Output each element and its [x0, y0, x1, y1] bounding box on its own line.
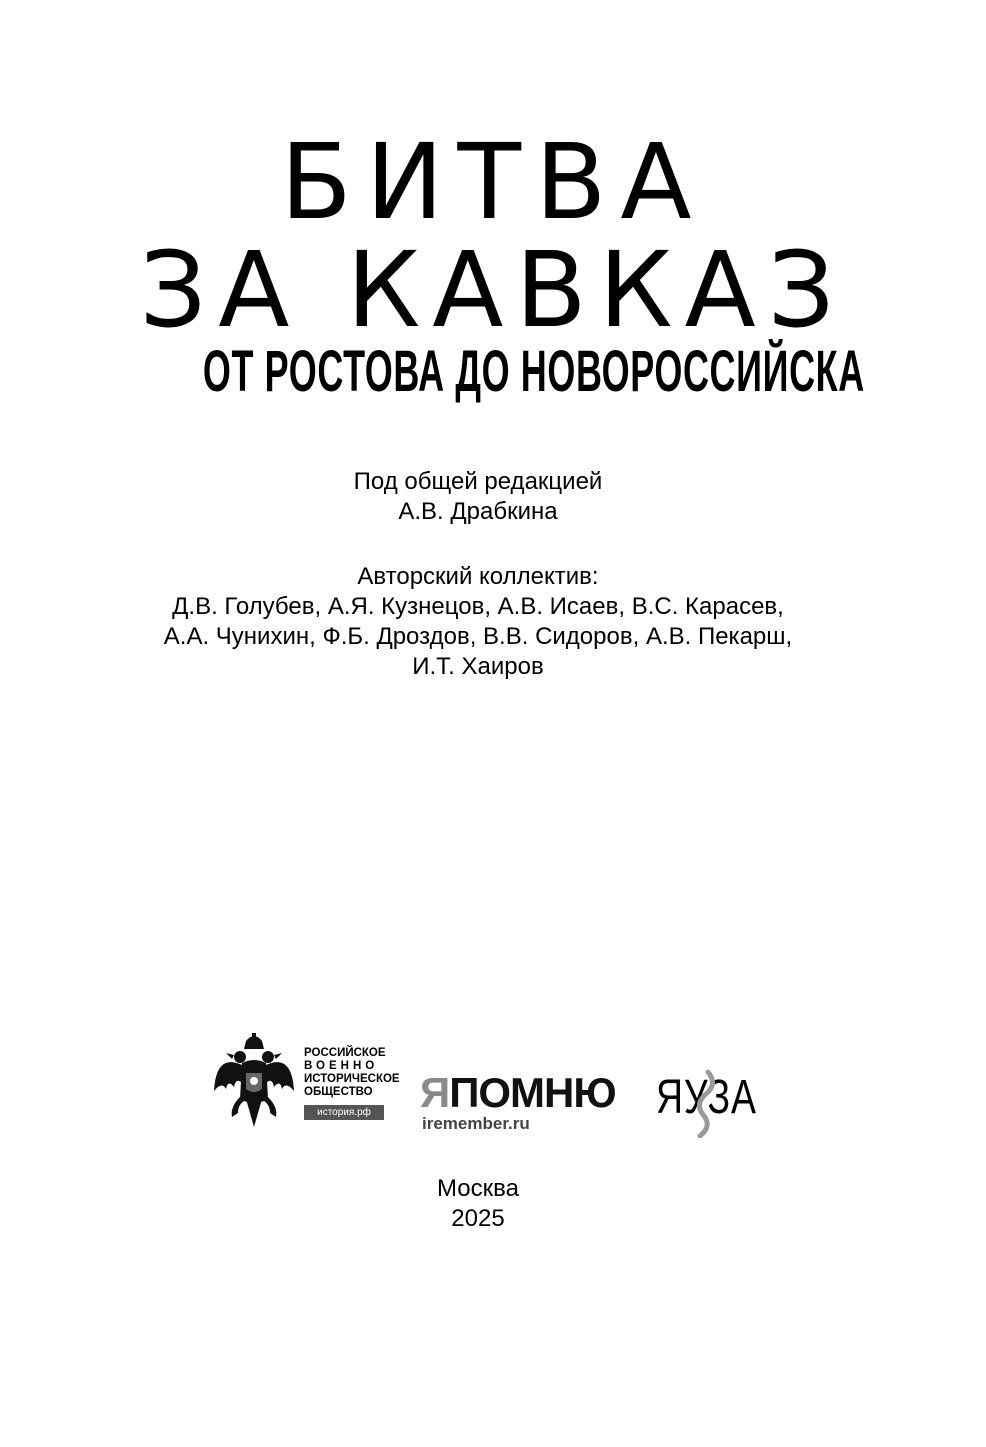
yauza-wordmark: [656, 1070, 785, 1126]
rvio-line-4: ОБЩЕСТВО: [304, 1086, 373, 1098]
yapomnyu-logo: [420, 1070, 630, 1134]
rvio-badge: история.рф: [304, 1105, 384, 1120]
book-title-line-1: БИТВА: [280, 121, 706, 243]
double-headed-eagle-icon: [212, 1033, 296, 1133]
rvio-name: [304, 1047, 400, 1099]
authors-block: [0, 562, 956, 682]
book-subtitle: [0, 337, 986, 407]
authors-line-2: А.А. Чунихин, Ф.Б. Дроздов, В.В. Сидоров, А.В. Пекарш,: [163, 623, 793, 650]
book-subtitle-text: ОТ РОСТОВА ДО НОВОРОССИЙСКА: [202, 339, 865, 404]
rvio-line-3: ИСТОРИЧЕСКОЕ: [304, 1073, 400, 1085]
rvio-line-2: ВОЕННО: [304, 1060, 379, 1072]
smoke-swirl-icon: [690, 1068, 720, 1138]
rvio-logo: [212, 1033, 400, 1133]
authors-line-1: Д.В. Голубев, А.Я. Кузнецов, А.В. Исаев, В.С. Карасев,: [172, 593, 784, 620]
yapomnyu-prefix: Я: [420, 1069, 450, 1116]
yauza-logo: [656, 1068, 757, 1138]
imprint-city: Москва: [437, 1175, 519, 1202]
imprint-year: 2025: [451, 1205, 505, 1232]
book-title-line-2: ЗА КАВКАЗ: [139, 229, 847, 351]
authors-heading: Авторский коллектив:: [357, 563, 599, 590]
editor-label: Под общей редакцией: [353, 468, 603, 495]
yapomnyu-wordmark: [420, 1070, 616, 1116]
imprint-block: [0, 1174, 956, 1234]
yapomnyu-word: ПОМНЮ: [449, 1069, 616, 1116]
yapomnyu-url: iremember.ru: [422, 1114, 530, 1133]
editor-name: А.В. Драбкина: [398, 498, 558, 525]
rvio-line-1: РОССИЙСКОЕ: [304, 1047, 386, 1059]
yauza-word: ЯУЗА: [656, 1071, 757, 1124]
editor-block: [0, 467, 956, 527]
authors-line-3: И.Т. Хаиров: [412, 653, 544, 680]
